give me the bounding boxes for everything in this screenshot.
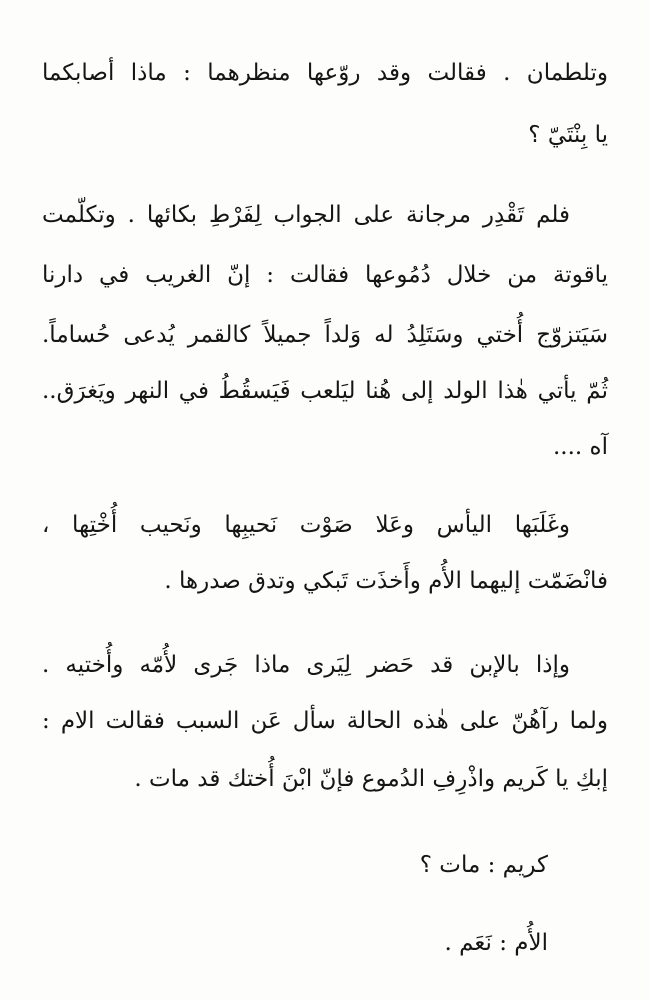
- text-line: آه ....: [553, 434, 608, 460]
- text-line: ياقوتة من خلال دُمُوعها فقالت : إنّ الغريب في دارنا: [42, 262, 608, 288]
- text-line: يا بِنْتَيّ ؟: [528, 122, 608, 148]
- dialog-line: كريم : مات ؟: [419, 852, 548, 878]
- text-line: وغَلَبَها اليأس وعَلا صَوْت نَحيبِها ونَحيب أُخْتِها ،: [42, 512, 570, 538]
- text-line: ثُمّ يأتي هٰذا الولد إلى هُنا ليَلعب فَيَسقُطُ في النهر ويَغرَق..: [42, 378, 608, 404]
- text-line: ولما رآهُنّ على هٰذه الحالة سأل عَن السبب فقالت الام :: [42, 708, 608, 734]
- text-line: إبكِ يا كَريم واذْرِفِ الدُموع فإنّ ابْنَ أُختك قد مات .: [134, 766, 608, 792]
- text-line: سَيَتزوّج أُختي وسَتَلِدُ له وَلداً جميلاً كالقمر يُدعى حُساماً.: [42, 322, 608, 348]
- dialog-line: الأُم : نَعَم .: [444, 930, 548, 956]
- text-line: وتلطمان . فقالت وقد روّعها منظرهما : ماذا أصابكما: [42, 60, 608, 86]
- text-line: وإذا بالإبن قد حَضر لِيَرى ماذا جَرى لأُمّه وأُختيه .: [42, 652, 570, 678]
- text-line: فانْضَمّت إليهما الأُم وأَخذَت تَبكي وتدق صدرها .: [164, 568, 608, 594]
- text-line: فلم تَقْدِر مرجانة على الجواب لِفَرْطِ بكائها . وتكلّمت: [42, 202, 570, 228]
